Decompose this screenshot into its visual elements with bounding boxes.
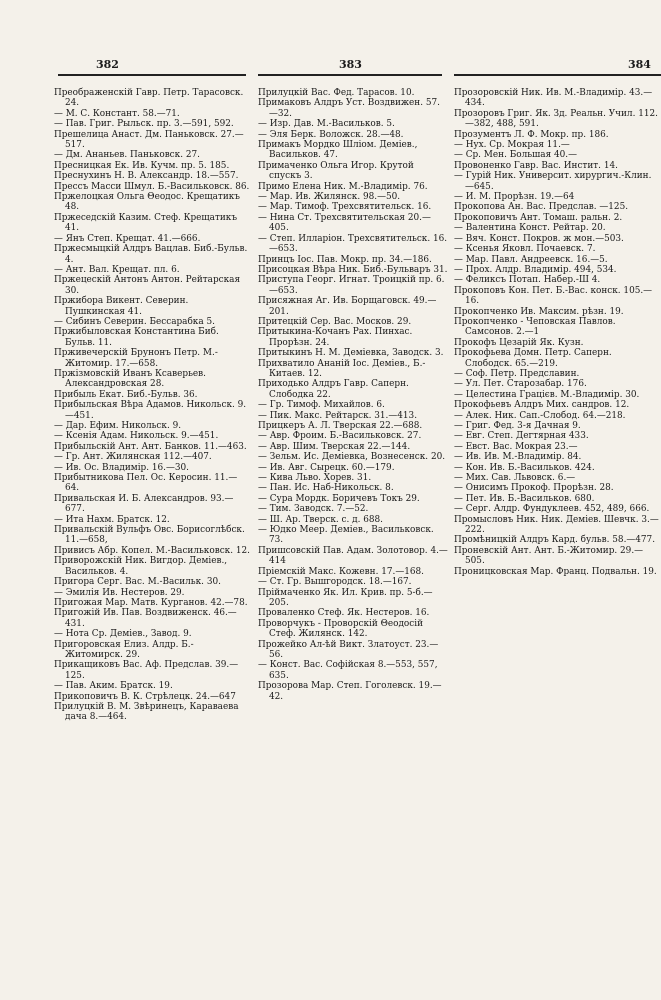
directory-entry: — Тим. Заводск. 7.—52.	[258, 504, 369, 515]
directory-entry: — Изр. Дав. М.-Васильков. 5.	[258, 119, 395, 130]
directory-entry: — Эмилія Ив. Нестеров. 29.	[54, 587, 185, 598]
header-rule-right	[454, 74, 661, 76]
directory-entry: Пригожая Мар. Матв. Курганов. 42.—78.	[54, 597, 248, 608]
directory-entry: — Эля Берк. Воложск. 28.—48.	[258, 129, 404, 140]
directory-entry: Привальская И. Б. Александров. 93.—677.	[54, 493, 234, 515]
directory-entry: — Евст. Вас. Мокрая 23.—	[454, 441, 578, 452]
directory-entry: Прибыльскій Ант. Ант. Банков. 11.—463.	[54, 441, 247, 452]
header-rule-left	[58, 74, 246, 76]
directory-entry: — Степ. Илларіон. Трехсвятительск. 16.—653.	[258, 233, 448, 255]
directory-entry: Присоцкая Вѣра Ник. Биб.-Бульваръ 31.	[258, 264, 448, 275]
directory-entry: — Григ. Фед. 3-я Дачная 9.	[454, 421, 581, 431]
directory-entry: — Ш. Ар. Тверск. с. д. 688.	[258, 514, 383, 525]
directory-entry: Прокопченко - Чеповская Павлов. Самсонов. 2.—1	[454, 316, 616, 338]
directory-entry: Прилуцкій В. М. Звѣринецъ, Караваева дача 8.—464.	[54, 701, 239, 723]
directory-entry: Привальскій Вульфъ Овс. Борисоглѣбск. 11.—658,	[54, 525, 245, 546]
directory-entry: Пригоровская Елиз. Алдр. Б.-Житомирск. 29.	[54, 639, 194, 660]
directory-entry: Прозоровъ Григ. Як. Зд. Реальн. Учил. 112.—382, 488, 591.	[454, 108, 658, 130]
directory-entry: Пржецескій Антонъ Антон. Рейтарская 30.	[54, 275, 241, 296]
directory-entry: — Мар. Ив. Жилянск. 98.—50.	[258, 192, 401, 203]
directory-entry: Пржибора Викент. Северин. Пушкинская 41.	[54, 296, 189, 317]
directory-entry: — Нота Ср. Деміев., Завод. 9.	[54, 629, 192, 640]
directory-entry: — Серг. Алдр. Фундуклеев. 452, 489, 666.	[454, 504, 650, 515]
page-number-left: 382	[96, 58, 119, 71]
directory-entry: — Гр. Ант. Жилянская 112.—407.	[54, 452, 212, 463]
directory-entry: Прозоровскій Ник. Ив. М.-Владимір. 43.—434.	[454, 88, 653, 109]
directory-entry: Прокофьева Домн. Петр. Саперн. Слободск. 65.—219.	[454, 348, 612, 369]
directory-entry: Притецкій Сер. Вас. Москов. 29.	[258, 316, 412, 327]
directory-entry: — Дм. Ананьев. Паньковск. 27.	[54, 150, 200, 161]
directory-entry: Прешелица Анаст. Дм. Паньковск. 27.—517.	[54, 129, 244, 151]
directory-entry: Примаченко Ольга Игор. Крутой спускъ 3.	[258, 160, 414, 182]
directory-entry: — Конст. Вас. Софійская 8.—553, 557, 635.	[258, 660, 438, 681]
directory-entry: Прицкеръ А. Л. Тверская 22.—688.	[258, 421, 423, 431]
directory-entry: — Пан. Ис. Наб-Никольск. 8.	[258, 483, 394, 494]
directory-entry: — Валентина Конст. Рейтар. 20.	[454, 223, 606, 234]
directory-entry: Пресницкая Ек. Ив. Кучм. пр. 5. 185.	[54, 160, 230, 171]
directory-entry: — Ив. Ос. Владимір. 16.—30.	[54, 462, 189, 473]
directory-entry: Пржесмыцкій Алдръ Вацлав. Биб.-Бульв. 4.	[54, 244, 248, 265]
directory-entry: Прилуцкій Вас. Фед. Тарасов. 10.	[258, 88, 415, 98]
directory-entry: — Кива Льво. Хорев. 31.	[258, 473, 372, 484]
directory-entry: — Зельм. Ис. Деміевка, Вознесенск. 20.	[258, 452, 446, 463]
page-number-right: 384	[628, 58, 651, 71]
directory-entry: Пріемскій Макс. Кожевн. 17.—168.	[258, 566, 424, 577]
directory-entry: — Сибинъ Северин. Бессарабка 5.	[54, 316, 215, 327]
directory-entry: Промысловъ Ник. Ник. Деміев. Шевчк. 3.—222.	[454, 514, 659, 536]
directory-entry: Прикоповичъ В. К. Стрѣлецк. 24.—647	[54, 691, 236, 702]
directory-entry: — Гр. Тимоф. Михайлов. 6.	[258, 400, 385, 411]
directory-entry: Приступа Георг. Игнат. Троицкій пр. 6.—653.	[258, 275, 445, 296]
directory-entry: Пржелоцкая Ольга Θеодос. Крещатикъ 48.	[54, 192, 240, 213]
directory-entry: — Гурій Ник. Университ. хирургич.-Клин.—645.	[454, 171, 652, 192]
directory-entry: Притыкина-Кочанъ Рах. Пинхас. Прорѣзн. 24.	[258, 327, 413, 348]
directory-entry: Преображенскій Гавр. Петр. Тарасовск. 24.	[54, 88, 244, 109]
directory-entry: — И. М. Прорѣзн. 19.—64	[454, 192, 575, 203]
page-number-center: 383	[339, 58, 362, 71]
directory-entry: Проваленко Стеф. Як. Нестеров. 16.	[258, 608, 430, 619]
directory-entry: — Онисимъ Прокоф. Прорѣзн. 28.	[454, 483, 614, 494]
directory-entry: — Нух. Ср. Мокрая 11.—	[454, 140, 570, 151]
directory-column-1	[54, 88, 250, 723]
directory-entry: — Авр. Шим. Тверская 22.—144.	[258, 441, 411, 452]
directory-entry: — Авр. Фроим. Б.-Васильковск. 27.	[258, 431, 422, 442]
directory-entry: Пришсовскій Пав. Адам. Золотовор. 4.—414	[258, 545, 448, 567]
directory-entry: Прибыльская Вѣра Адамов. Никольск. 9.—451.	[54, 400, 247, 421]
directory-entry: Прокоповичъ Ант. Томаш. ральн. 2.	[454, 212, 623, 223]
directory-entry: — Евг. Степ. Дегтярная 433.	[454, 431, 589, 442]
directory-entry: Пригожій Ив. Пав. Воздвиженск. 46.—431.	[54, 608, 237, 629]
directory-entry: — Мар. Тимоф. Трехсвятительск. 16.	[258, 202, 432, 213]
directory-entry: — Янъ Степ. Крещат. 41.—666.	[54, 233, 201, 244]
directory-entry: — Ант. Вал. Крещат. пл. 6.	[54, 264, 180, 275]
directory-entry: Привисъ Абр. Копел. М.-Васильковск. 12.	[54, 545, 250, 556]
directory-entry: — Мих. Сав. Львовск. 6.—	[454, 473, 576, 484]
directory-entry: Прживечерскій Брунонъ Петр. М.-Житомир. 17.—658.	[54, 348, 218, 369]
directory-entry: Прокоповъ Кон. Пет. Б.-Вас. конск. 105.—16.	[454, 285, 653, 307]
directory-entry: — Ив. Ив. М.-Владимір. 84.	[454, 452, 582, 463]
directory-entry: Принцъ Іос. Пав. Мокр. пр. 34.—186.	[258, 254, 432, 265]
directory-entry: Притыкинъ Н. М. Деміевка, Заводск. 3.	[258, 348, 444, 359]
directory-entry: Пржеседскій Казим. Стеф. Крещатикъ 41.	[54, 212, 237, 234]
directory-entry: — Феликсъ Потап. Набер.-Ш 4.	[454, 275, 601, 286]
directory-entry: — М. С. Констант. 58.—71.	[54, 108, 180, 119]
directory-entry: Примакъ Мордко Шліом. Деміев., Васильков. 47.	[258, 140, 418, 161]
directory-entry: — Ита Нахм. Братск. 12.	[54, 514, 170, 525]
directory-entry: Промѣницкій Алдръ Кард. бульв. 58.—477.	[454, 535, 656, 546]
directory-entry: Пригора Серг. Вас. М.-Васильк. 30.	[54, 577, 221, 588]
directory-entry: Прозорова Мар. Степ. Гоголевск. 19.—42.	[258, 681, 442, 702]
directory-entry: Прокофъ Цезарій Як. Кузн.	[454, 337, 584, 348]
directory-entry: — Сура Мордк. Боричевъ Токъ 29.	[258, 493, 420, 504]
directory-entry: — Ул. Пет. Старозабар. 176.	[454, 379, 587, 390]
directory-entry: Провоненко Гавр. Вас. Инстит. 14.	[454, 160, 618, 171]
directory-entry: Прибыль Екат. Биб.-Бульв. 36.	[54, 389, 198, 400]
directory-entry: — Ср. Мен. Большая 40.—	[454, 150, 577, 161]
directory-entry: Присяжная Аг. Ив. Борщаговск. 49.—201.	[258, 296, 437, 317]
directory-entry: Примо Елена Ник. М.-Владимір. 76.	[258, 181, 428, 192]
directory-entry: — Пав. Григ. Рыльск. пр. 3.—591, 592.	[54, 119, 234, 130]
directory-entry: Прокофьевъ Алдръ Мих. сандров. 12.	[454, 400, 630, 411]
directory-entry: Преснухинъ Н. В. Александр. 18.—557.	[54, 171, 239, 182]
directory-entry: — Прох. Алдр. Владимір. 494, 534.	[454, 264, 617, 275]
header-rule-center	[258, 74, 442, 76]
directory-entry: Прикащиковъ Вас. Аф. Предслав. 39.—125.	[54, 660, 239, 681]
directory-entry: — Мар. Павл. Андреевск. 16.—5.	[454, 254, 608, 265]
directory-entry: Пріймаченко Як. Ил. Крив. пр. 5-б.—205.	[258, 587, 433, 608]
directory-entry: Прихватило Ананій Іос. Деміев., Б.-Китаев. 12.	[258, 358, 426, 379]
directory-entry: Прозументъ Л. Ф. Мокр. пр. 186.	[454, 129, 609, 140]
directory-entry: — Ксенья Яковл. Почаевск. 7.	[454, 244, 596, 255]
directory-entry: Прокопова Ан. Вас. Предслав. —125.	[454, 202, 629, 213]
directory-entry: — Юдко Меер. Деміев., Васильковск. 73.	[258, 525, 434, 546]
directory-entry: — Пав. Аким. Братск. 19.	[54, 681, 173, 692]
directory-entry: Прибытникова Пел. Ос. Керосин. 11.—64.	[54, 473, 238, 494]
directory-entry: Приворожскій Ник. Вигдор. Деміев., Васильков. 4.	[54, 556, 228, 577]
directory-entry: Проневскій Ант. Ант. Б.-Житомир. 29.—505.	[454, 545, 644, 567]
directory-entry: — Дар. Ефим. Никольск. 9.	[54, 421, 182, 431]
directory-entry: Проницковская Мар. Франц. Подвальн. 19.	[454, 566, 657, 577]
directory-entry: — Ст. Гр. Вышгородск. 18.—167.	[258, 577, 412, 588]
directory-entry: — Вяч. Конст. Покров. ж мон.—503.	[454, 233, 624, 244]
directory-column-2	[258, 88, 448, 702]
directory-entry: — Ксенія Адам. Никольск. 9.—451.	[54, 431, 219, 442]
directory-entry: Пржізмовскій Иванъ Ксаверьев. Александровская 28.	[54, 368, 206, 390]
directory-entry: Примаковъ Алдръ Уст. Воздвижен. 57.—32.	[258, 98, 440, 119]
directory-entry: — Целестина Грацієв. М.-Владимір. 30.	[454, 389, 640, 400]
directory-entry: Прожейко Ал-ѣй Викт. Златоуст. 23.—56.	[258, 639, 439, 660]
directory-entry: Прессъ Масси Шмул. Б.-Васильковск. 86.	[54, 181, 250, 192]
directory-entry: Прокопченко Ив. Максим. рѣзн. 19.	[454, 306, 624, 317]
directory-entry: Приходько Алдръ Гавр. Саперн. Слободка 22.	[258, 379, 409, 400]
directory-entry: — Пет. Ив. Б.-Васильков. 680.	[454, 493, 595, 504]
directory-entry: — Ив. Авг. Сырецк. 60.—179.	[258, 462, 395, 473]
directory-entry: — Кон. Ив. Б.-Васильков. 424.	[454, 462, 595, 473]
directory-entry: — Нина Ст. Трехсвятительская 20.—405.	[258, 212, 431, 234]
directory-entry: — Алек. Ник. Сап.-Слобод. 64.—218.	[454, 410, 626, 421]
directory-column-3	[454, 88, 659, 577]
directory-entry: — Пик. Макс. Рейтарск. 31.—413.	[258, 410, 418, 421]
directory-entry: — Соф. Петр. Предславин.	[454, 368, 580, 379]
directory-entry: Проворчукъ - Проворскій Θеодосій Стеф. Жилянск. 142.	[258, 618, 423, 640]
directory-entry: Пржибыловская Константина Биб. Бульв. 11.	[54, 327, 219, 348]
